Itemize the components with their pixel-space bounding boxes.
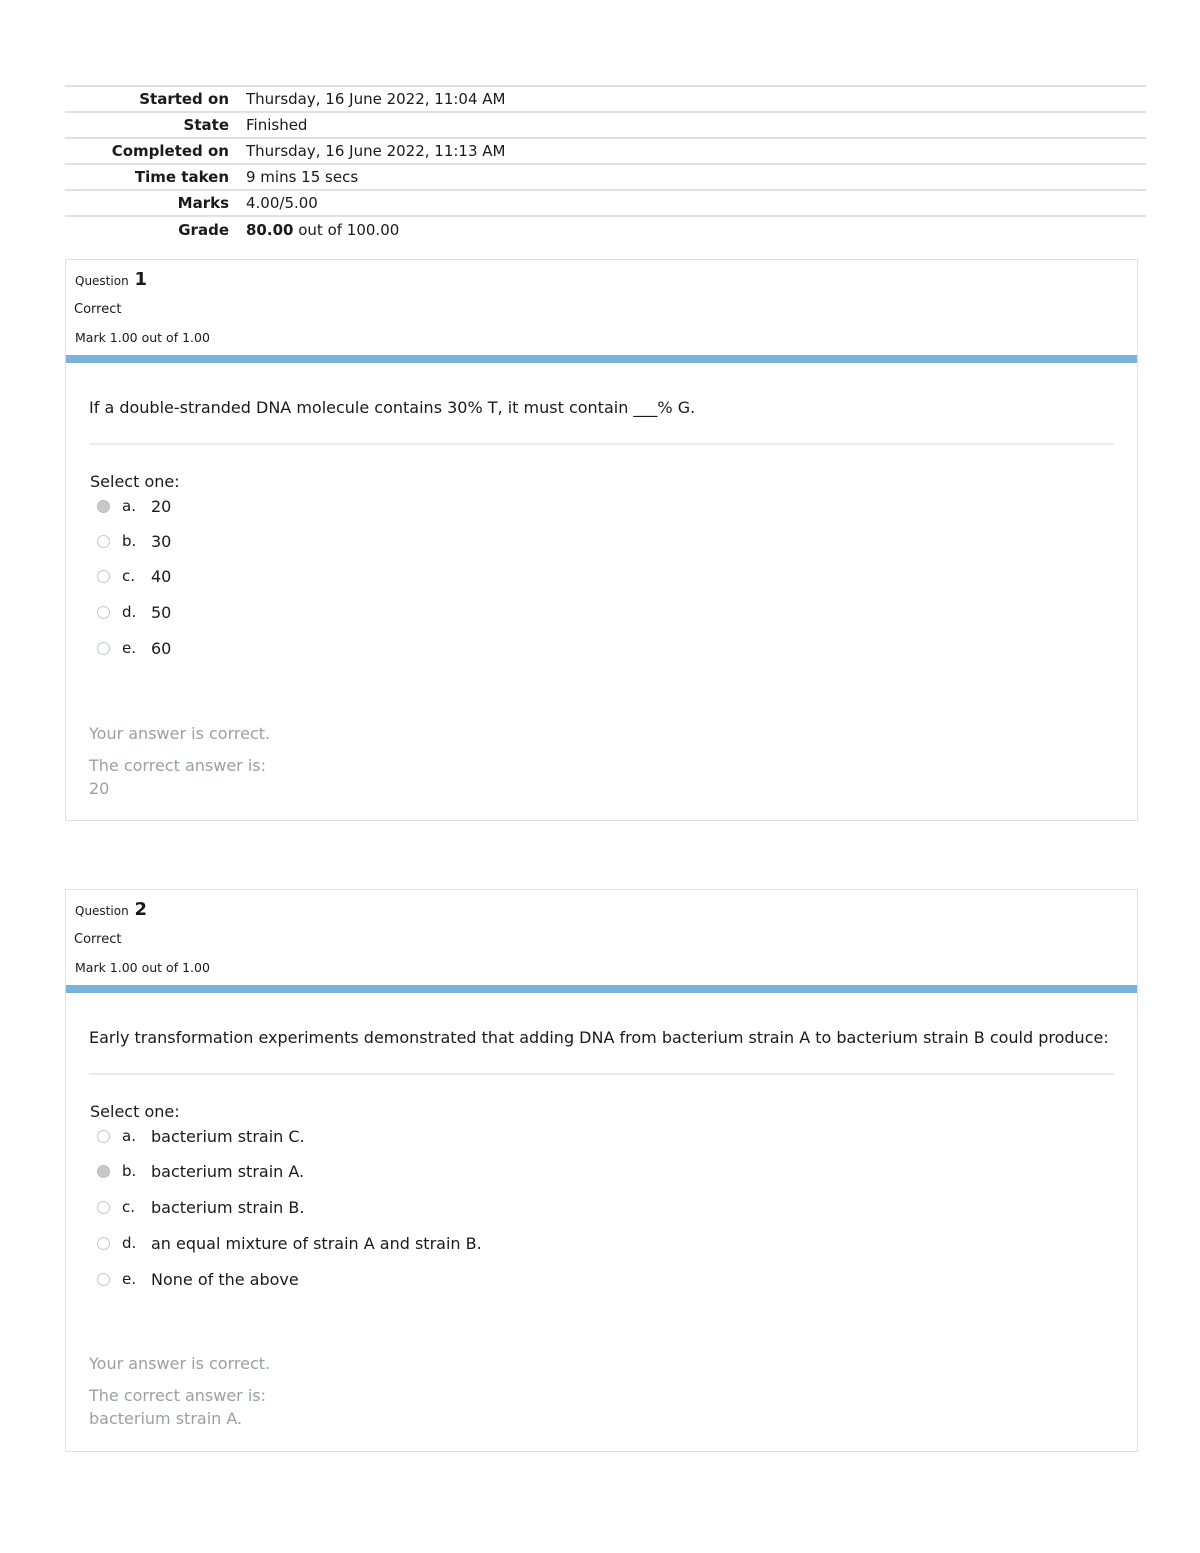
option-letter: b. (122, 532, 137, 550)
answer-option-e[interactable] (97, 637, 171, 659)
option-letter: e. (122, 1270, 136, 1288)
select-one-prompt: Select one: (90, 1102, 180, 1121)
radio-button[interactable] (97, 642, 110, 655)
option-letter: c. (122, 567, 136, 585)
option-letter: a. (122, 1127, 136, 1145)
question-text: Early transformation experiments demonstrated that adding DNA from bacterium strain A to bacterium strain B could produce: (89, 1028, 1109, 1047)
summary-row-state (65, 112, 1146, 138)
summary-label: State (183, 116, 229, 134)
question-label: Question (75, 904, 129, 918)
question-accent-bar (66, 985, 1137, 993)
option-text: an equal mixture of strain A and strain B. (151, 1233, 482, 1253)
grade-score: 80.00 (246, 220, 294, 239)
question-number (75, 899, 147, 920)
question-formulation (66, 363, 1137, 706)
question-accent-bar (66, 355, 1137, 363)
question-number (75, 269, 147, 290)
question-state: Correct (74, 932, 122, 947)
summary-row-completed-on (65, 138, 1146, 164)
summary-value: Finished (246, 116, 308, 134)
radio-button[interactable] (97, 570, 110, 583)
answer-option-b[interactable] (97, 1160, 304, 1182)
question-mark: Mark 1.00 out of 1.00 (75, 330, 210, 345)
summary-row-grade (65, 216, 1146, 242)
radio-button[interactable] (97, 1201, 110, 1214)
option-letter: c. (122, 1198, 136, 1216)
question-info (66, 260, 1137, 355)
right-answer-label: The correct answer is: (89, 1386, 266, 1405)
select-one-prompt: Select one: (90, 472, 180, 491)
summary-label: Grade (178, 220, 229, 239)
summary-label: Completed on (111, 142, 229, 160)
question-label: Question (75, 274, 129, 288)
option-text: 50 (151, 602, 172, 622)
radio-button[interactable] (97, 1130, 110, 1143)
right-answer-label: The correct answer is: (89, 756, 266, 775)
summary-value: Thursday, 16 June 2022, 11:04 AM (246, 90, 506, 108)
radio-button[interactable] (97, 1273, 110, 1286)
summary-row-time-taken (65, 164, 1146, 190)
option-text: bacterium strain B. (151, 1197, 305, 1217)
question-card-1 (65, 259, 1138, 821)
option-text: 20 (151, 496, 172, 516)
summary-value: 9 mins 15 secs (246, 168, 359, 186)
question-formulation (66, 993, 1137, 1336)
right-answer-value: bacterium strain A. (89, 1409, 243, 1428)
option-letter: d. (122, 1234, 137, 1252)
answer-option-e[interactable] (97, 1268, 299, 1290)
radio-button[interactable] (97, 606, 110, 619)
option-letter: e. (122, 639, 136, 657)
question-state: Correct (74, 302, 122, 317)
attempt-summary-table (65, 85, 1146, 242)
radio-button[interactable] (97, 1237, 110, 1250)
summary-row-started-on (65, 86, 1146, 112)
answer-option-d[interactable] (97, 1232, 482, 1254)
question-card-2 (65, 889, 1138, 1452)
option-text: 40 (151, 566, 172, 586)
right-answer-value: 20 (89, 779, 110, 798)
feedback-text: Your answer is correct. (89, 1354, 271, 1373)
answer-option-a[interactable] (97, 495, 171, 517)
grade-suffix: out of 100.00 (298, 220, 400, 239)
radio-button[interactable] (97, 535, 110, 548)
answer-option-c[interactable] (97, 565, 171, 587)
question-number-value: 1 (134, 269, 148, 290)
divider (89, 443, 1114, 445)
option-text: None of the above (151, 1269, 299, 1289)
question-mark: Mark 1.00 out of 1.00 (75, 960, 210, 975)
answer-option-c[interactable] (97, 1196, 304, 1218)
option-letter: d. (122, 603, 137, 621)
summary-value: Thursday, 16 June 2022, 11:13 AM (246, 142, 506, 160)
summary-value (246, 216, 1146, 242)
option-text: 60 (151, 638, 172, 658)
summary-label: Started on (139, 90, 229, 108)
answer-option-a[interactable] (97, 1125, 305, 1147)
option-letter: b. (122, 1162, 137, 1180)
summary-label: Marks (177, 194, 229, 212)
option-letter: a. (122, 497, 136, 515)
answer-option-b[interactable] (97, 530, 171, 552)
option-text: bacterium strain A. (151, 1161, 305, 1181)
summary-row-marks (65, 190, 1146, 216)
summary-label: Time taken (134, 168, 229, 186)
feedback-text: Your answer is correct. (89, 724, 271, 743)
answer-option-d[interactable] (97, 601, 171, 623)
option-text: bacterium strain C. (151, 1126, 305, 1146)
radio-button[interactable] (97, 1165, 110, 1178)
question-info (66, 890, 1137, 985)
summary-value: 4.00/5.00 (246, 194, 318, 212)
question-text: If a double-stranded DNA molecule contains 30% T, it must contain ___% G. (89, 398, 696, 417)
question-number-value: 2 (134, 899, 148, 920)
option-text: 30 (151, 531, 172, 551)
divider (89, 1073, 1114, 1075)
radio-button[interactable] (97, 500, 110, 513)
